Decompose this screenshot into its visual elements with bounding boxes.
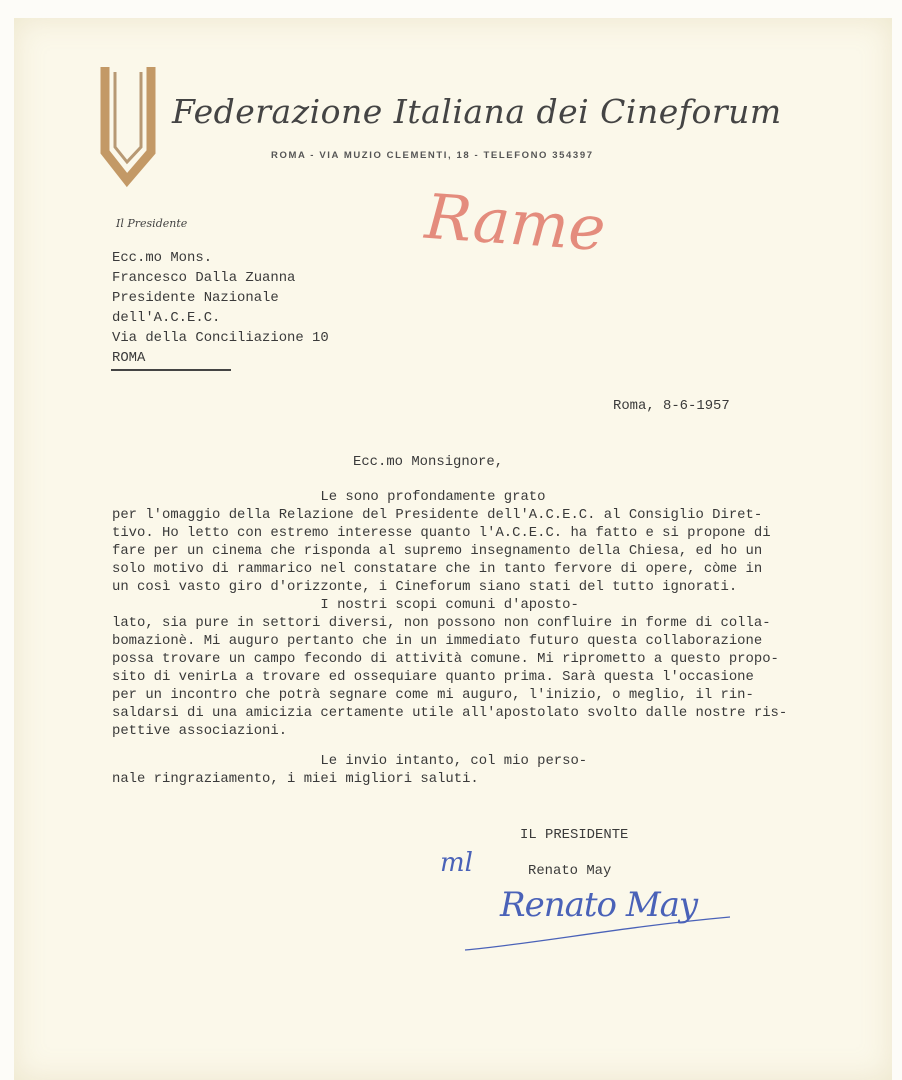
body-line: lato, sia pure in settori diversi, non possono non confluire in forme di colla-: [112, 615, 771, 631]
recipient-line: ROMA: [112, 350, 146, 366]
letterhead-organization: Federazione Italiana dei Cineforum: [172, 92, 782, 131]
body-line: un così vasto giro d'orizzonte, i Cineforum siano stati del tutto ignorati.: [112, 579, 738, 595]
cineforum-logo: [95, 62, 165, 192]
body-line: bomazionè. Mi auguro pertanto che in un immediato futuro questa collaborazione: [112, 633, 763, 649]
handwritten-annotation: Rame: [422, 179, 608, 266]
body-line: I nostri scopi comuni d'aposto-: [112, 597, 579, 613]
handwritten-initials: ml: [440, 848, 473, 878]
recipient-line: Francesco Dalla Zuanna: [112, 270, 296, 286]
body-line: possa trovare un campo fecondo di attività comune. Mi riprometto a questo propo-: [112, 651, 779, 667]
closing-line: Le invio intanto, col mio perso-: [112, 753, 588, 769]
recipient-line: Presidente Nazionale: [112, 290, 279, 306]
letterhead-address: ROMA - VIA MUZIO CLEMENTI, 18 - TELEFONO 354397: [271, 150, 594, 161]
letter-body: [112, 488, 787, 740]
closing-line: nale ringraziamento, i miei migliori saluti.: [112, 771, 479, 787]
salutation: Ecc.mo Monsignore,: [353, 454, 504, 470]
letter-closing: [112, 752, 587, 788]
body-line: fare per un cinema che risponda al supremo insegnamento della Chiesa, ed ho un: [112, 543, 763, 559]
body-line: pettive associazioni.: [112, 723, 288, 739]
body-line: per l'omaggio della Relazione del Presidente dell'A.C.E.C. al Consiglio Diret-: [112, 507, 763, 523]
recipient-line: Via della Conciliazione 10: [112, 330, 329, 346]
signatory-name: Renato May: [528, 863, 612, 879]
body-line: solo motivo di rammarico nel constatare che in tanto fervore di opere, còme in: [112, 561, 763, 577]
recipient-line: Ecc.mo Mons.: [112, 250, 213, 266]
body-line: tivo. Ho letto con estremo interesse quanto l'A.C.E.C. ha fatto e si propone di: [112, 525, 771, 541]
letterhead-role: Il Presidente: [116, 217, 188, 230]
letter-date: Roma, 8-6-1957: [613, 398, 730, 414]
body-line: sito di venirLa a trovare ed ossequiare quanto prima. Sarà questa l'occasione: [112, 669, 754, 685]
signature-underline: [460, 905, 740, 955]
handwritten-signature: Renato May: [500, 885, 698, 925]
recipient-line: dell'A.C.E.C.: [112, 310, 221, 326]
signatory-title: IL PRESIDENTE: [520, 827, 629, 843]
underline-divider: [111, 369, 231, 371]
body-line: per un incontro che potrà segnare come mi auguro, l'inizio, o meglio, il rin-: [112, 687, 754, 703]
body-line: Le sono profondamente grato: [112, 489, 546, 505]
body-line: saldarsi di una amicizia certamente utile all'apostolato svolto dalle nostre ris-: [112, 705, 788, 721]
recipient-address: [112, 248, 329, 368]
